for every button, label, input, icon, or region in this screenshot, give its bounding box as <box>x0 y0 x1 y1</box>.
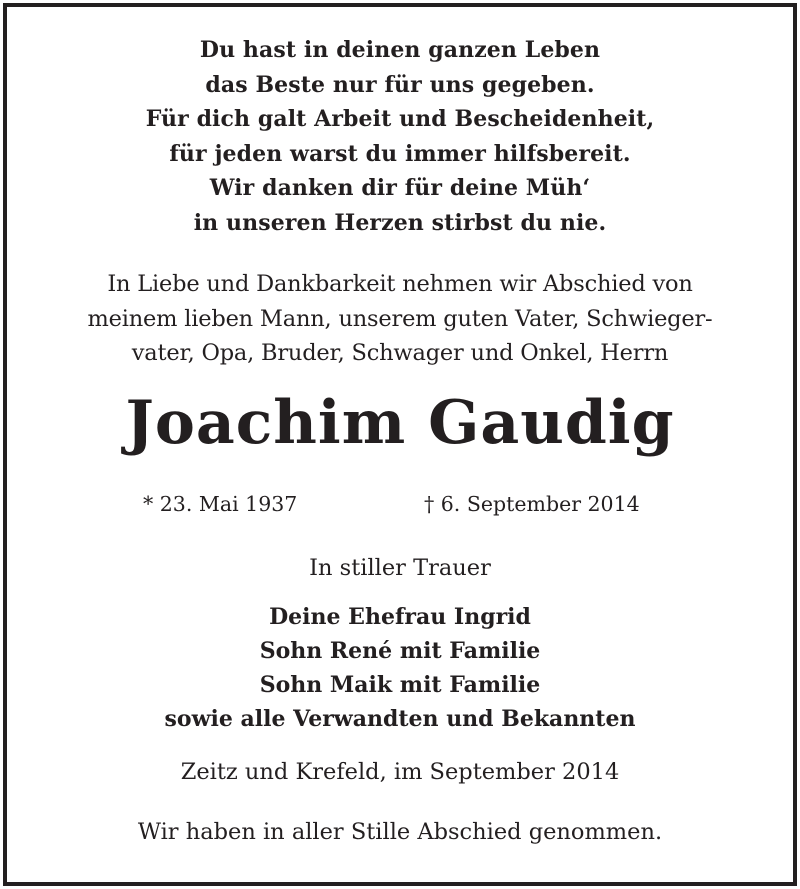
poem-line: Für dich galt Arbeit und Bescheidenheit, <box>145 106 655 132</box>
place-date: Zeitz und Krefeld, im September 2014 <box>180 759 620 785</box>
poem-line: für jeden warst du immer hilfsbereit. <box>169 141 631 167</box>
intro-line: vater, Opa, Bruder, Schwager und Onkel, Herrn <box>131 340 669 366</box>
intro-line: In Liebe und Dankbarkeit nehmen wir Abschied von <box>107 271 693 297</box>
mourner-line: Sohn René mit Familie <box>259 638 541 664</box>
mourner-line: sowie alle Verwandten und Bekannten <box>164 706 636 732</box>
poem-line: Wir danken dir für deine Müh‘ <box>209 175 591 201</box>
death-date: † 6. September 2014 <box>424 492 640 516</box>
poem-line: Du hast in deinen ganzen Leben <box>199 37 601 63</box>
poem-line: das Beste nur für uns gegeben. <box>205 72 595 98</box>
mourner-line: Deine Ehefrau Ingrid <box>269 604 531 630</box>
closing-line: Wir haben in aller Stille Abschied genommen. <box>137 819 663 845</box>
intro-line: meinem lieben Mann, unserem guten Vater, Schwieger- <box>87 306 713 332</box>
deceased-name: Joachim Gaudig <box>125 388 675 458</box>
birth-date: * 23. Mai 1937 <box>143 492 298 516</box>
mourning-label: In stiller Trauer <box>309 555 491 581</box>
poem-line: in unseren Herzen stirbst du nie. <box>193 210 607 236</box>
mourner-line: Sohn Maik mit Familie <box>259 672 541 698</box>
